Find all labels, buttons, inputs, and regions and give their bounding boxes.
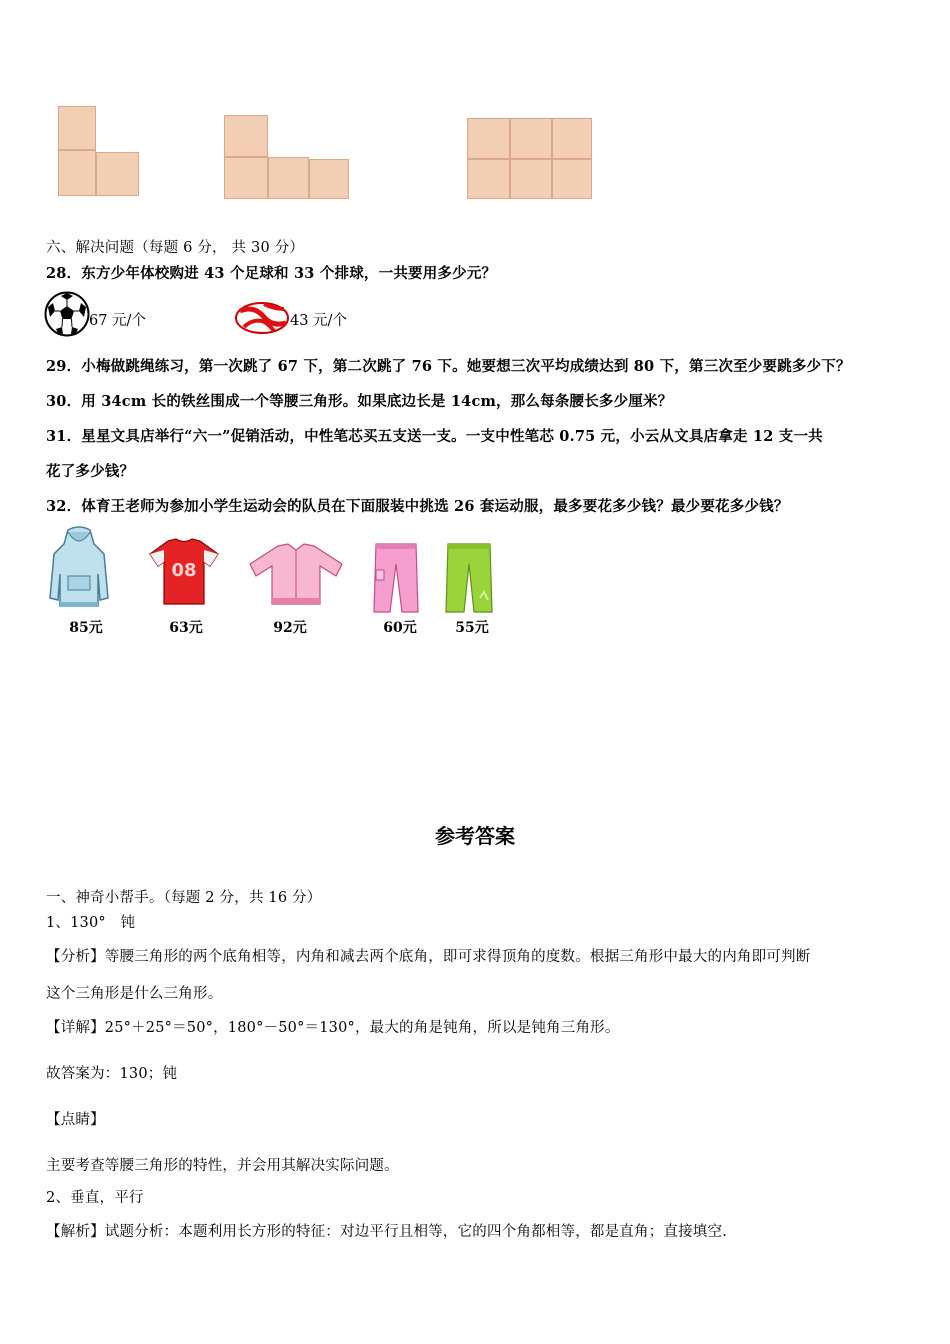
cube-face	[467, 118, 510, 159]
question-31-line-1: 31．星星文具店举行“六一”促销活动，中性笔芯买五支送一支。一支中性笔芯 0.75 元，小云从文具店拿走 12 支一共	[46, 428, 823, 445]
price-t-shirt: 63元	[169, 620, 203, 636]
answer-1-head: 1、130° 钝	[46, 915, 136, 931]
price-pink-pants: 60元	[383, 620, 417, 636]
svg-text:08: 08	[171, 560, 197, 581]
volleyball-icon	[234, 301, 290, 335]
answer-1-tip: 主要考查等腰三角形的特性，并会用其解决实际问题。	[46, 1158, 399, 1174]
price-jacket: 92元	[273, 620, 307, 636]
cube-face	[510, 118, 552, 159]
question-32: 32．体育王老师为参加小学生运动会的队员在下面服装中挑选 26 套运动服，最多要花多少钱？最少要花多少钱？	[46, 498, 789, 515]
t-shirt-icon	[148, 538, 220, 606]
cube-face	[224, 115, 268, 157]
question-29: 29．小梅做跳绳练习，第一次跳了 67 下，第二次跳了 76 下。她要想三次平均成绩达到 80 下，第三次至少要跳多少下？	[46, 358, 851, 375]
cube-face	[552, 159, 592, 199]
question-28: 28．东方少年体校购进 43 个足球和 33 个排球，一共要用多少元？	[46, 265, 497, 282]
volleyball-price: 43 元/个	[290, 313, 347, 329]
cube-face	[268, 157, 309, 199]
green-pants-icon	[444, 542, 494, 614]
price-hoodie: 85元	[69, 620, 103, 636]
jacket-icon	[248, 542, 346, 608]
soccer-price: 67 元/个	[89, 313, 146, 329]
question-31-line-2: 花了多少钱？	[46, 463, 135, 480]
cube-face	[467, 159, 510, 199]
cube-face	[58, 150, 96, 196]
answer-1-tip-head: 【点睛】	[46, 1112, 105, 1128]
answers-section-1: 一、神奇小帮手。（每题 2 分，共 16 分）	[46, 890, 322, 906]
cube-face	[58, 106, 96, 150]
answer-2-analysis: 【解析】试题分析：本题利用长方形的特征：对边平行且相等，它的四个角都相等，都是直角；直接填空.	[46, 1224, 728, 1240]
soccer-ball-icon	[44, 291, 90, 337]
cube-face	[552, 118, 592, 159]
cube-face	[510, 159, 552, 199]
answer-1-result: 故答案为：130；钝	[46, 1066, 178, 1082]
hoodie-icon	[46, 526, 112, 612]
cube-face	[224, 157, 268, 199]
price-green-pants: 55元	[455, 620, 489, 636]
cube-face	[96, 152, 139, 196]
answer-1-analysis-line-2: 这个三角形是什么三角形。	[46, 986, 223, 1002]
answer-2-head: 2、垂直，平行	[46, 1190, 144, 1206]
question-30: 30．用 34cm 长的铁丝围成一个等腰三角形。如果底边长是 14cm，那么每条腰长多少厘米？	[46, 393, 673, 410]
pink-pants-icon	[372, 542, 420, 614]
cube-face	[309, 159, 349, 199]
answer-1-analysis-line-1: 【分析】等腰三角形的两个底角相等，内角和减去两个底角，即可求得顶角的度数。根据三角形中最大的内角即可判断	[46, 949, 811, 965]
section-6-heading: 六、解决问题（每题 6 分， 共 30 分）	[46, 240, 305, 256]
answers-title: 参考答案	[435, 824, 515, 848]
answer-1-detail: 【详解】25°＋25°＝50°，180°－50°＝130°，最大的角是钝角，所以是钝角三角形。	[46, 1020, 620, 1036]
